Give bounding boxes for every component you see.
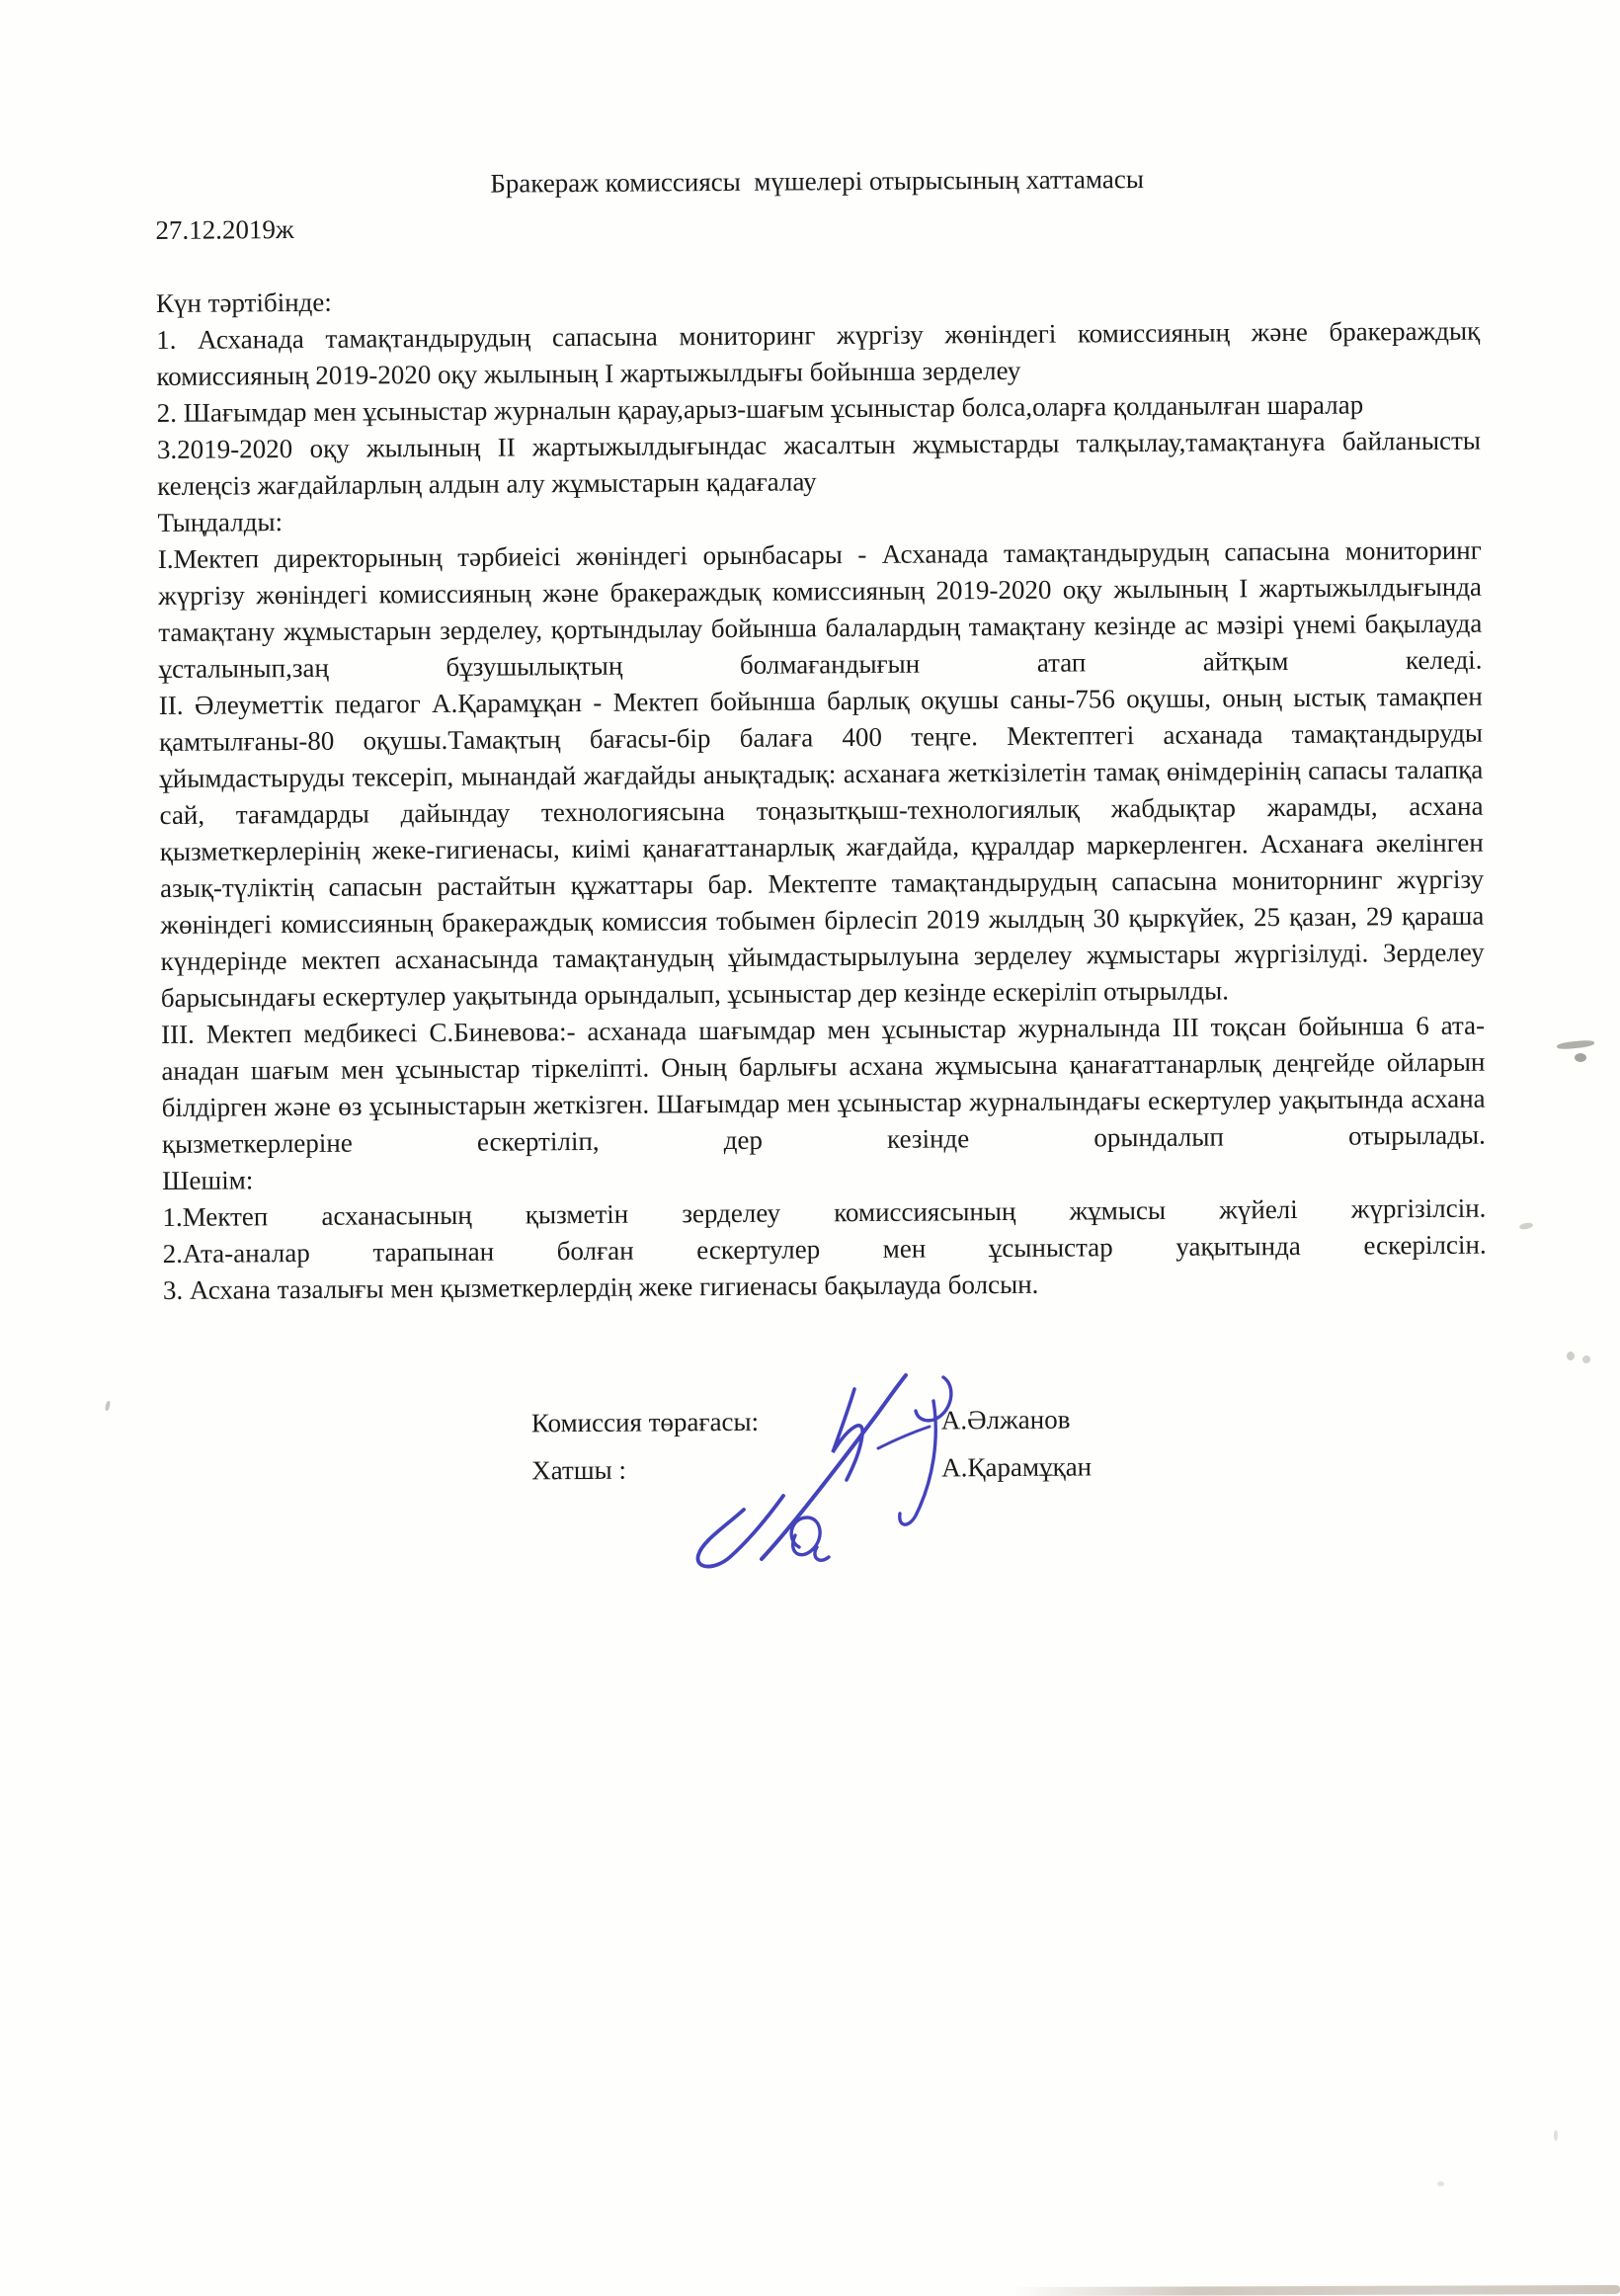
document-title: Бракераж комиссиясы мүшелері отырысының хаттамасы [490, 164, 1145, 199]
decision-item-3: 3. Асхана тазалығы мен қызметкерлердің жеке гигиенасы бақылауда болсын. [162, 1269, 1039, 1305]
heard-paragraph-3: ІІІ. Мектеп медбикесі С.Биневова:- асханада шағымдар мен ұсыныстар журналында ІІІ тоқсан бойынша 6 ата-анадан шағым мен ұсыныстар тіркеліпті. Оның барлығы асхана жұмысына қанағаттанарлық деңгейде ойларын білдірген және өз ұсыныстарын жеткізген. Шағымдар мен ұсыныстар журналындағы ескертулер уақытында асхана қызметкерлеріне ескертіліп, дер кезінде орындалып отырылады. [161, 1010, 1486, 1159]
heard-paragraph-1: І.Мектеп директорының тәрбиеісі жөніндегі орынбасары - Асханада тамақтандырудың сапасына мониторинг жүргізу жөніндегі комиссияның және бракераждық комиссияның 2019-2020 оқу жылының І жартыжылдығында тамақтану жұмыстарын зерделеу, қортындылау бойынша балалардың тамақтану кезінде ас мәзірі үнемі бақылауда ұсталынып,заң бұзушылықтың болмағандығын атап айтқым келеді. [157, 534, 1483, 684]
signature-role-label: Комиссия төрағасы: [530, 1406, 760, 1438]
scan-artifact [105, 1401, 111, 1412]
signature-block [531, 1401, 1165, 1500]
document-content [155, 159, 1488, 1503]
agenda-item-3: 3.2019-2020 оқу жылының ІІ жартыжылдығындас жасалтын жұмыстарды талқылау,тамақтануға байланысты келеңсіз жағдайларлың алдын алу жұмыстарын қадағалау [156, 425, 1482, 501]
scan-smudge [1012, 2285, 1620, 2296]
signature-name: А.Әлжанов [940, 1404, 1071, 1435]
decision-item-2: 2.Ата-аналар тарапынан болған ескертулер мен ұсыныстар уақытында ескерілсін. [162, 1229, 1487, 1269]
heard-heading: Тыңдалды: [157, 507, 284, 537]
signature-name: А.Қарамұқан [941, 1451, 1093, 1483]
scan-artifact [1557, 1039, 1595, 1050]
agenda-item-2: 2. Шағымдар мен ұсыныстар журналын қарау,арыз-шағым ұсыныстар болса,оларға қолданылған шаралар [156, 389, 1364, 428]
scan-artifact [1437, 2181, 1444, 2186]
scan-artifact [1519, 1222, 1534, 1230]
heard-paragraph-2: ІІ. Әлеуметтік педагог А.Қарамұқан - Мектеп бойынша барлық оқушы саны-756 оқушы, оның ыстық тамақпен қамтылғаны-80 оқушы.Тамақтың бағасы-бір балаға 400 теңге. Мектептегі асханада тамақтандыруды ұйымдастыруды тексеріп, мынандай жағдайды анықтадық: асханаға жеткізілетін тамақ өнімдерінің сапасы талапқа сай, тағамдарды дайындау технологиясына тоңазытқыш-технологиялық жабдықтар жарамды, асхана қызметкерлерінің жеке-гигиенасы, киімі қанағаттанарлық жағдайда, құралдар маркерленген. Асханаға әкелінген азық-түліктің сапасын растайтын құжаттары бар. Мектепте тамақтандырудың сапасына мониторнинг жүргізу жөніндегі комиссияның бракераждық комиссия тобымен бірлесіп 2019 жылдың 30 қыркүйек, 25 қазан, 29 қараша күндерінде мектеп асханасында тамақтанудың ұйымдастырылуына зерделеу жұмыстары жүргізілуді. Зерделеу барысындағы ескертулер уақытында орындалып, ұсыныстар дер кезінде ескеріліп отырылды. [158, 681, 1485, 1013]
scan-artifact [1575, 1053, 1586, 1062]
decision-heading: Шешім: [162, 1165, 254, 1195]
signature-row-chairman [531, 1401, 1164, 1452]
signature-role-label: Хатшы : [531, 1454, 627, 1486]
signature-row-secretary [531, 1448, 1164, 1500]
agenda-item-1: 1. Асханада тамақтандырудың сапасына мониторинг жүргізу жөніндегі комиссияның және бракераждық комиссияның 2019-2020 оқу жылының І жартыжылдығы бойынша зерделеу [156, 315, 1481, 391]
scan-artifact [1554, 2130, 1558, 2141]
decision-item-1: 1.Мектеп асханасының қызметін зерделеу комиссиясының жұмысы жүйелі жүргізілсін. [162, 1192, 1487, 1232]
scan-artifact [1567, 1352, 1575, 1360]
document-date: 27.12.2019ж [155, 214, 294, 245]
scan-artifact [1582, 1355, 1590, 1363]
agenda-heading: Күн тәртібінде: [155, 287, 332, 318]
